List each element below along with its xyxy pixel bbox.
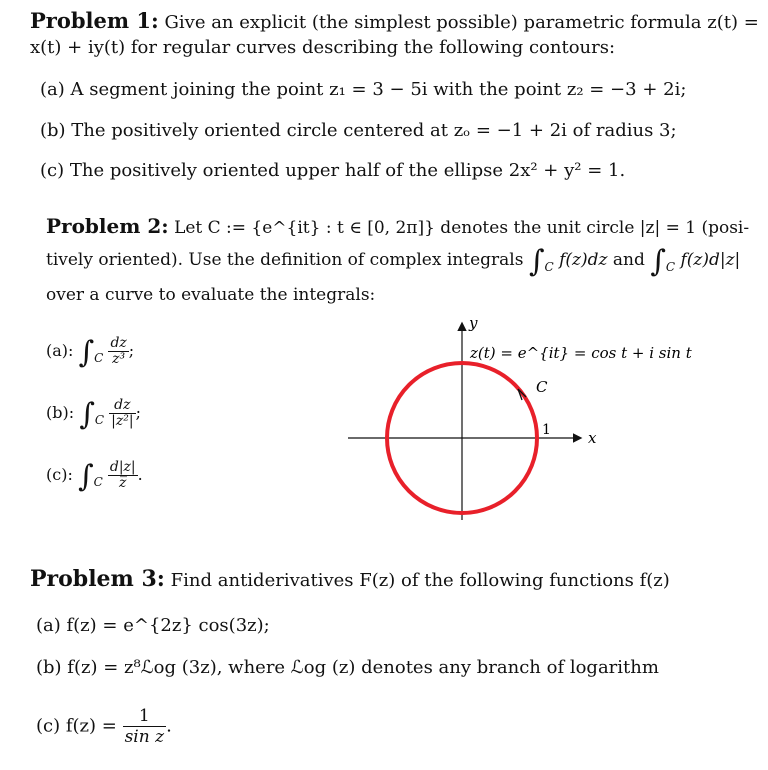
integral-subscript: C	[544, 260, 554, 274]
problem2-title: Problem 2:	[46, 214, 169, 238]
problem3-line1	[30, 568, 670, 592]
fraction	[108, 336, 128, 367]
part-punct: .	[137, 465, 143, 484]
x-axis-label: x	[588, 429, 597, 447]
problem1-line1	[30, 10, 759, 34]
problem3-item-c	[36, 706, 172, 747]
integral-sign: ∫	[79, 397, 95, 432]
fraction	[108, 460, 138, 491]
fraction-denominator: z³	[112, 351, 126, 367]
problem3-item-b: (b) f(z) = z⁸ℒog (3z), where ℒog (z) denotes any branch of logarithm	[36, 657, 659, 678]
fraction-numerator: dz	[109, 398, 135, 414]
problem1-item-c: (c) The positively oriented upper half of the ellipse 2x² + y² = 1.	[40, 160, 626, 181]
fraction	[123, 706, 166, 747]
problem2-line2	[46, 244, 741, 279]
integral-subscript: C	[94, 351, 104, 365]
problem3-c-prefix: (c) f(z) =	[36, 715, 117, 737]
fraction-numerator: d|z|	[109, 459, 136, 475]
integral-sign: ∫	[77, 459, 94, 494]
integral-sign: ∫	[650, 244, 666, 279]
part-label: (a):	[46, 341, 74, 360]
fraction-denominator: |z²|	[111, 413, 134, 429]
fraction	[109, 398, 135, 429]
integral-sign: ∫	[78, 335, 95, 370]
problem2-part-c	[46, 460, 143, 493]
and-word: and	[612, 250, 645, 270]
curve-label: C	[536, 378, 548, 396]
problem2-statement-line2: tively oriented). Use the definition of complex integrals	[46, 250, 524, 270]
integral-subscript: C	[665, 260, 676, 274]
problem3-item-a: (a) f(z) = e^{2z} cos(3z);	[36, 615, 270, 636]
integral-sign: ∫	[528, 244, 545, 279]
part-label: (c):	[46, 465, 73, 484]
problem3-c-punct: .	[166, 715, 172, 737]
problem2-part-a	[46, 336, 134, 369]
problem2-part-b	[46, 398, 141, 431]
problem2-statement-line3: over a curve to evaluate the integrals:	[46, 285, 376, 305]
integral-subscript: C	[93, 475, 103, 489]
fraction-numerator: 1	[123, 706, 166, 727]
unit-circle-figure	[340, 310, 692, 540]
problem1-item-b: (b) The positively oriented circle centered at zₒ = −1 + 2i of radius 3;	[40, 120, 677, 141]
problem1-intro-line1: Give an explicit (the simplest possible) parametric formula z(t) =	[164, 12, 759, 33]
part-punct: ;	[128, 341, 135, 360]
problem1-item-a: (a) A segment joining the point z₁ = 3 − 5i with the point z₂ = −3 + 2i;	[40, 79, 687, 100]
part-punct: ;	[135, 403, 141, 422]
fraction-denominator: z̅	[119, 475, 127, 491]
fraction-numerator: dz	[110, 335, 127, 351]
tick-label-one: 1	[542, 422, 551, 438]
problem2-statement-line1: Let C := {e^{it} : t ∈ [0, 2π]} denotes the unit circle |z| = 1 (posi-	[174, 218, 750, 238]
problem1-intro-line2: x(t) + iy(t) for regular curves describing the following contours:	[30, 37, 616, 58]
y-axis-label: y	[469, 314, 478, 332]
parametrization-label: z(t) = e^{it} = cos t + i sin t	[470, 344, 692, 362]
integral-f-dabsz: f(z)d|z|	[680, 250, 741, 270]
problem1-title: Problem 1:	[30, 8, 159, 33]
problem3-intro: Find antiderivatives F(z) of the following functions f(z)	[170, 570, 670, 591]
part-label: (b):	[46, 403, 75, 422]
fraction-denominator: sin z	[124, 727, 165, 747]
problem3-title: Problem 3:	[30, 566, 165, 592]
problem2-line1	[46, 215, 749, 239]
integral-subscript: C	[94, 413, 105, 427]
integral-f-dz: f(z)dz	[559, 250, 608, 270]
